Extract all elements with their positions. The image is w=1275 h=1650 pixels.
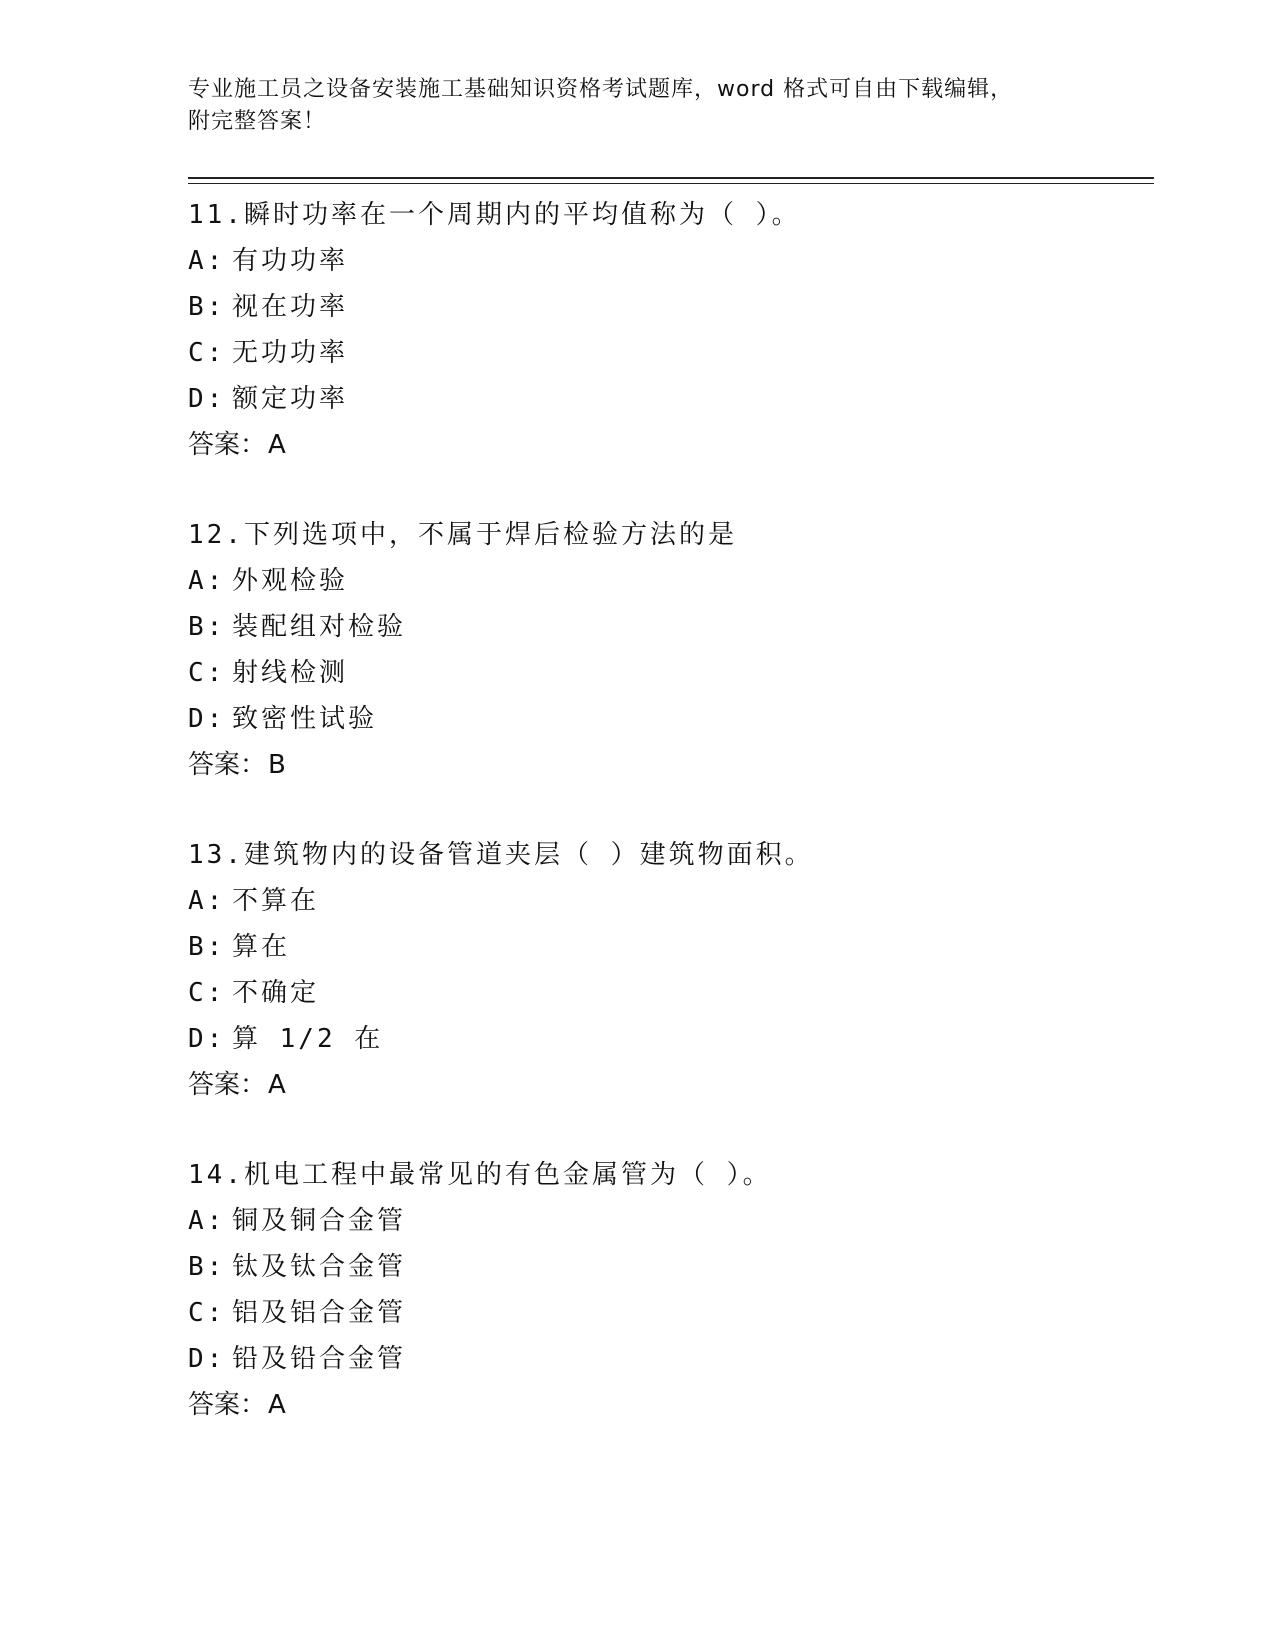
option-a xyxy=(188,878,1148,924)
option-letter: B: xyxy=(188,1252,226,1282)
option-text: 算在 xyxy=(232,932,291,962)
answer-line xyxy=(188,1382,1148,1428)
option-d xyxy=(188,696,1148,742)
option-letter: A: xyxy=(188,886,226,916)
option-text: 装配组对检验 xyxy=(232,612,407,642)
option-text: 视在功率 xyxy=(232,292,349,322)
answer-line xyxy=(188,422,1148,468)
option-text: 致密性试验 xyxy=(232,704,378,734)
question-title: 11.瞬时功率在一个周期内的平均值称为（ ）。 xyxy=(188,200,801,230)
question-14 xyxy=(188,1152,1148,1472)
question-13 xyxy=(188,832,1148,1152)
option-letter: C: xyxy=(188,658,226,688)
option-letter: A: xyxy=(188,246,226,276)
option-c xyxy=(188,1290,1148,1336)
question-11 xyxy=(188,192,1148,512)
option-c xyxy=(188,330,1148,376)
header-divider-thick xyxy=(188,177,1154,179)
option-text: 铅及铅合金管 xyxy=(232,1344,407,1374)
question-title: 14.机电工程中最常见的有色金属管为（ ）。 xyxy=(188,1160,772,1190)
option-text: 额定功率 xyxy=(232,384,349,414)
document-header xyxy=(188,74,1088,138)
answer-value: A xyxy=(268,430,286,460)
option-letter: C: xyxy=(188,1298,226,1328)
option-a xyxy=(188,558,1148,604)
option-text: 铜及铜合金管 xyxy=(232,1206,407,1236)
option-text: 不确定 xyxy=(232,978,320,1008)
header-divider-thin xyxy=(188,183,1154,184)
option-c xyxy=(188,650,1148,696)
answer-label: 答案： xyxy=(188,1070,267,1100)
option-d xyxy=(188,376,1148,422)
option-letter: D: xyxy=(188,1344,226,1374)
option-letter: A: xyxy=(188,566,226,596)
header-line-1: 专业施工员之设备安装施工基础知识资格考试题库，word 格式可自由下载编辑， xyxy=(188,77,1014,102)
option-a xyxy=(188,1198,1148,1244)
question-list xyxy=(188,192,1148,1472)
option-b xyxy=(188,1244,1148,1290)
header-line-2: 附完整答案！ xyxy=(188,109,327,134)
option-text: 无功功率 xyxy=(232,338,349,368)
option-letter: A: xyxy=(188,1206,226,1236)
option-d xyxy=(188,1016,1148,1062)
option-a xyxy=(188,238,1148,284)
option-letter: B: xyxy=(188,292,226,322)
option-letter: C: xyxy=(188,338,226,368)
option-b xyxy=(188,924,1148,970)
option-c xyxy=(188,970,1148,1016)
answer-label: 答案： xyxy=(188,750,267,780)
option-d xyxy=(188,1336,1148,1382)
option-letter: B: xyxy=(188,932,226,962)
answer-value: A xyxy=(268,1070,286,1100)
answer-value: B xyxy=(268,750,286,780)
answer-label: 答案： xyxy=(188,430,267,460)
option-letter: C: xyxy=(188,978,226,1008)
option-text: 钛及钛合金管 xyxy=(232,1252,407,1282)
option-text: 射线检测 xyxy=(232,658,349,688)
answer-line xyxy=(188,1062,1148,1108)
option-text: 外观检验 xyxy=(232,566,349,596)
question-title: 13.建筑物内的设备管道夹层（ ）建筑物面积。 xyxy=(188,840,814,870)
option-text: 铝及铝合金管 xyxy=(232,1298,407,1328)
option-letter: D: xyxy=(188,704,226,734)
option-b xyxy=(188,284,1148,330)
option-letter: D: xyxy=(188,1024,226,1054)
answer-value: A xyxy=(268,1390,286,1420)
answer-line xyxy=(188,742,1148,788)
option-text: 不算在 xyxy=(232,886,320,916)
option-letter: B: xyxy=(188,612,226,642)
question-title: 12.下列选项中，不属于焊后检验方法的是 xyxy=(188,520,737,550)
option-letter: D: xyxy=(188,384,226,414)
answer-label: 答案： xyxy=(188,1390,267,1420)
option-text: 有功功率 xyxy=(232,246,349,276)
option-b xyxy=(188,604,1148,650)
option-text: 算 1/2 在 xyxy=(232,1024,384,1054)
question-12 xyxy=(188,512,1148,832)
